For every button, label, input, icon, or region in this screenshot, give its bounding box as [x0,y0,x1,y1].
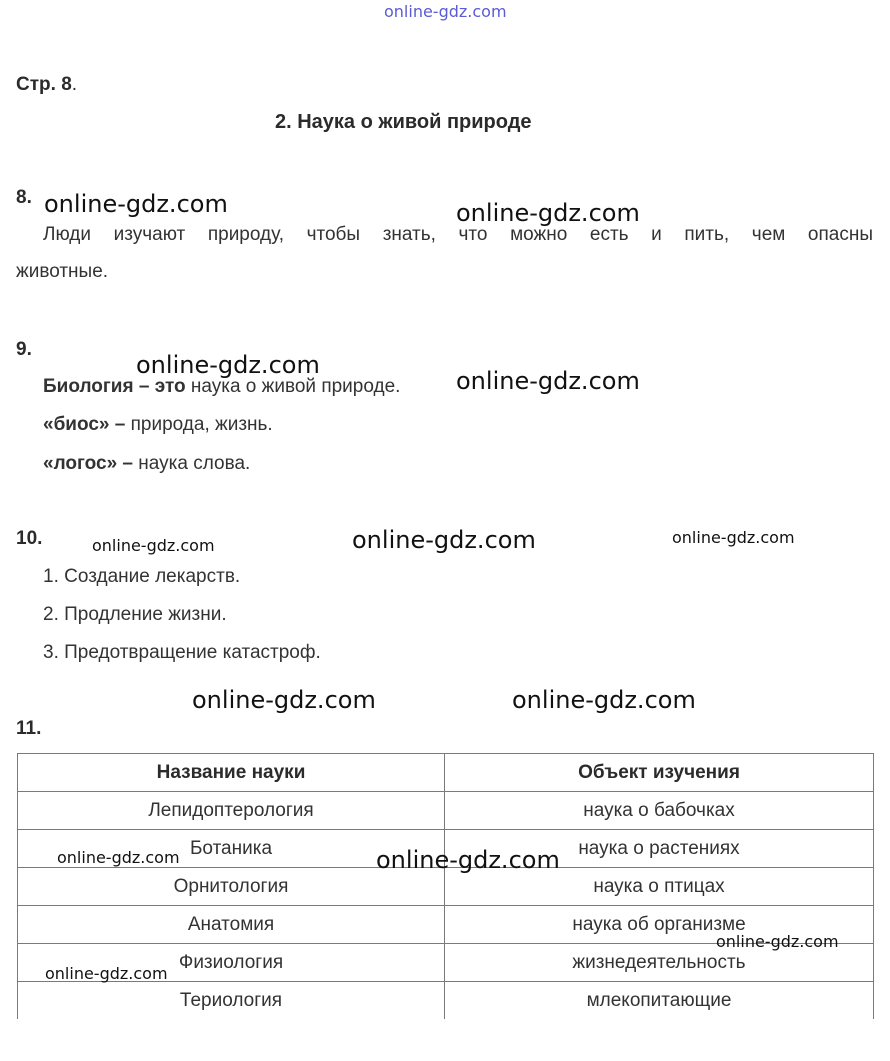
list-item: 2. Продление жизни. [43,604,227,625]
watermark: online-gdz.com [44,190,228,218]
definition-text: природа, жизнь. [125,414,273,435]
watermark: online-gdz.com [192,686,376,714]
question-11-number: 11. [16,718,42,739]
question-9-number: 9. [16,339,32,360]
science-name-cell: Лепидоптерология [18,792,445,830]
watermark: online-gdz.com [716,932,839,951]
science-name-cell: Физиология [18,944,445,982]
science-name-cell: Ботаника [18,830,445,868]
study-object-cell: наука об организме [445,906,874,944]
watermark: online-gdz.com [456,199,640,227]
definition-term: Биология – это [43,376,186,397]
watermark: online-gdz.com [45,964,168,983]
watermark: online-gdz.com [512,686,696,714]
definition-logos [43,453,250,475]
page-reference [16,74,77,96]
definition-text: наука о живой природе. [185,376,401,397]
section-title: 2. Наука о живой природе [275,111,532,133]
definition-term: «логос» – [43,453,133,474]
watermark: online-gdz.com [672,528,795,547]
watermark: online-gdz.com [376,846,560,874]
header-watermark: online-gdz.com [384,2,507,21]
question-8-line-2: животные. [16,261,109,282]
header-science-name: Название науки [18,754,445,792]
science-name-cell: Териология [18,982,445,1020]
study-object-cell: наука о растениях [445,830,874,868]
question-8-number: 8. [16,187,32,208]
watermark: online-gdz.com [352,526,536,554]
list-item: 3. Предотвращение катастроф. [43,642,321,663]
page-reference-label: Стр. 8 [16,74,72,95]
definition-text: наука слова. [133,453,251,474]
definition-biology [43,376,400,398]
question-10-number: 10. [16,528,43,549]
watermark: online-gdz.com [57,848,180,867]
question-8-line-1: Люди изучают природу, чтобы знать, что можно есть и пить, чем опасны [43,224,873,245]
page-reference-dot: . [71,74,78,95]
table-row [18,982,874,1020]
watermark: online-gdz.com [456,367,640,395]
study-object-cell: млекопитающие [445,982,874,1020]
science-name-cell: Орнитология [18,868,445,906]
definition-bios [43,414,273,436]
list-item: 1. Создание лекарств. [43,566,241,587]
watermark: online-gdz.com [92,536,215,555]
table-row [18,792,874,830]
watermark: online-gdz.com [136,351,320,379]
header-study-object: Объект изучения [445,754,874,792]
study-object-cell: наука о бабочках [445,792,874,830]
study-object-cell: жизнедеятельность [445,944,874,982]
definition-term: «биос» – [43,414,126,435]
table-header-row [18,754,874,792]
study-object-cell: наука о птицах [445,868,874,906]
science-name-cell: Анатомия [18,906,445,944]
